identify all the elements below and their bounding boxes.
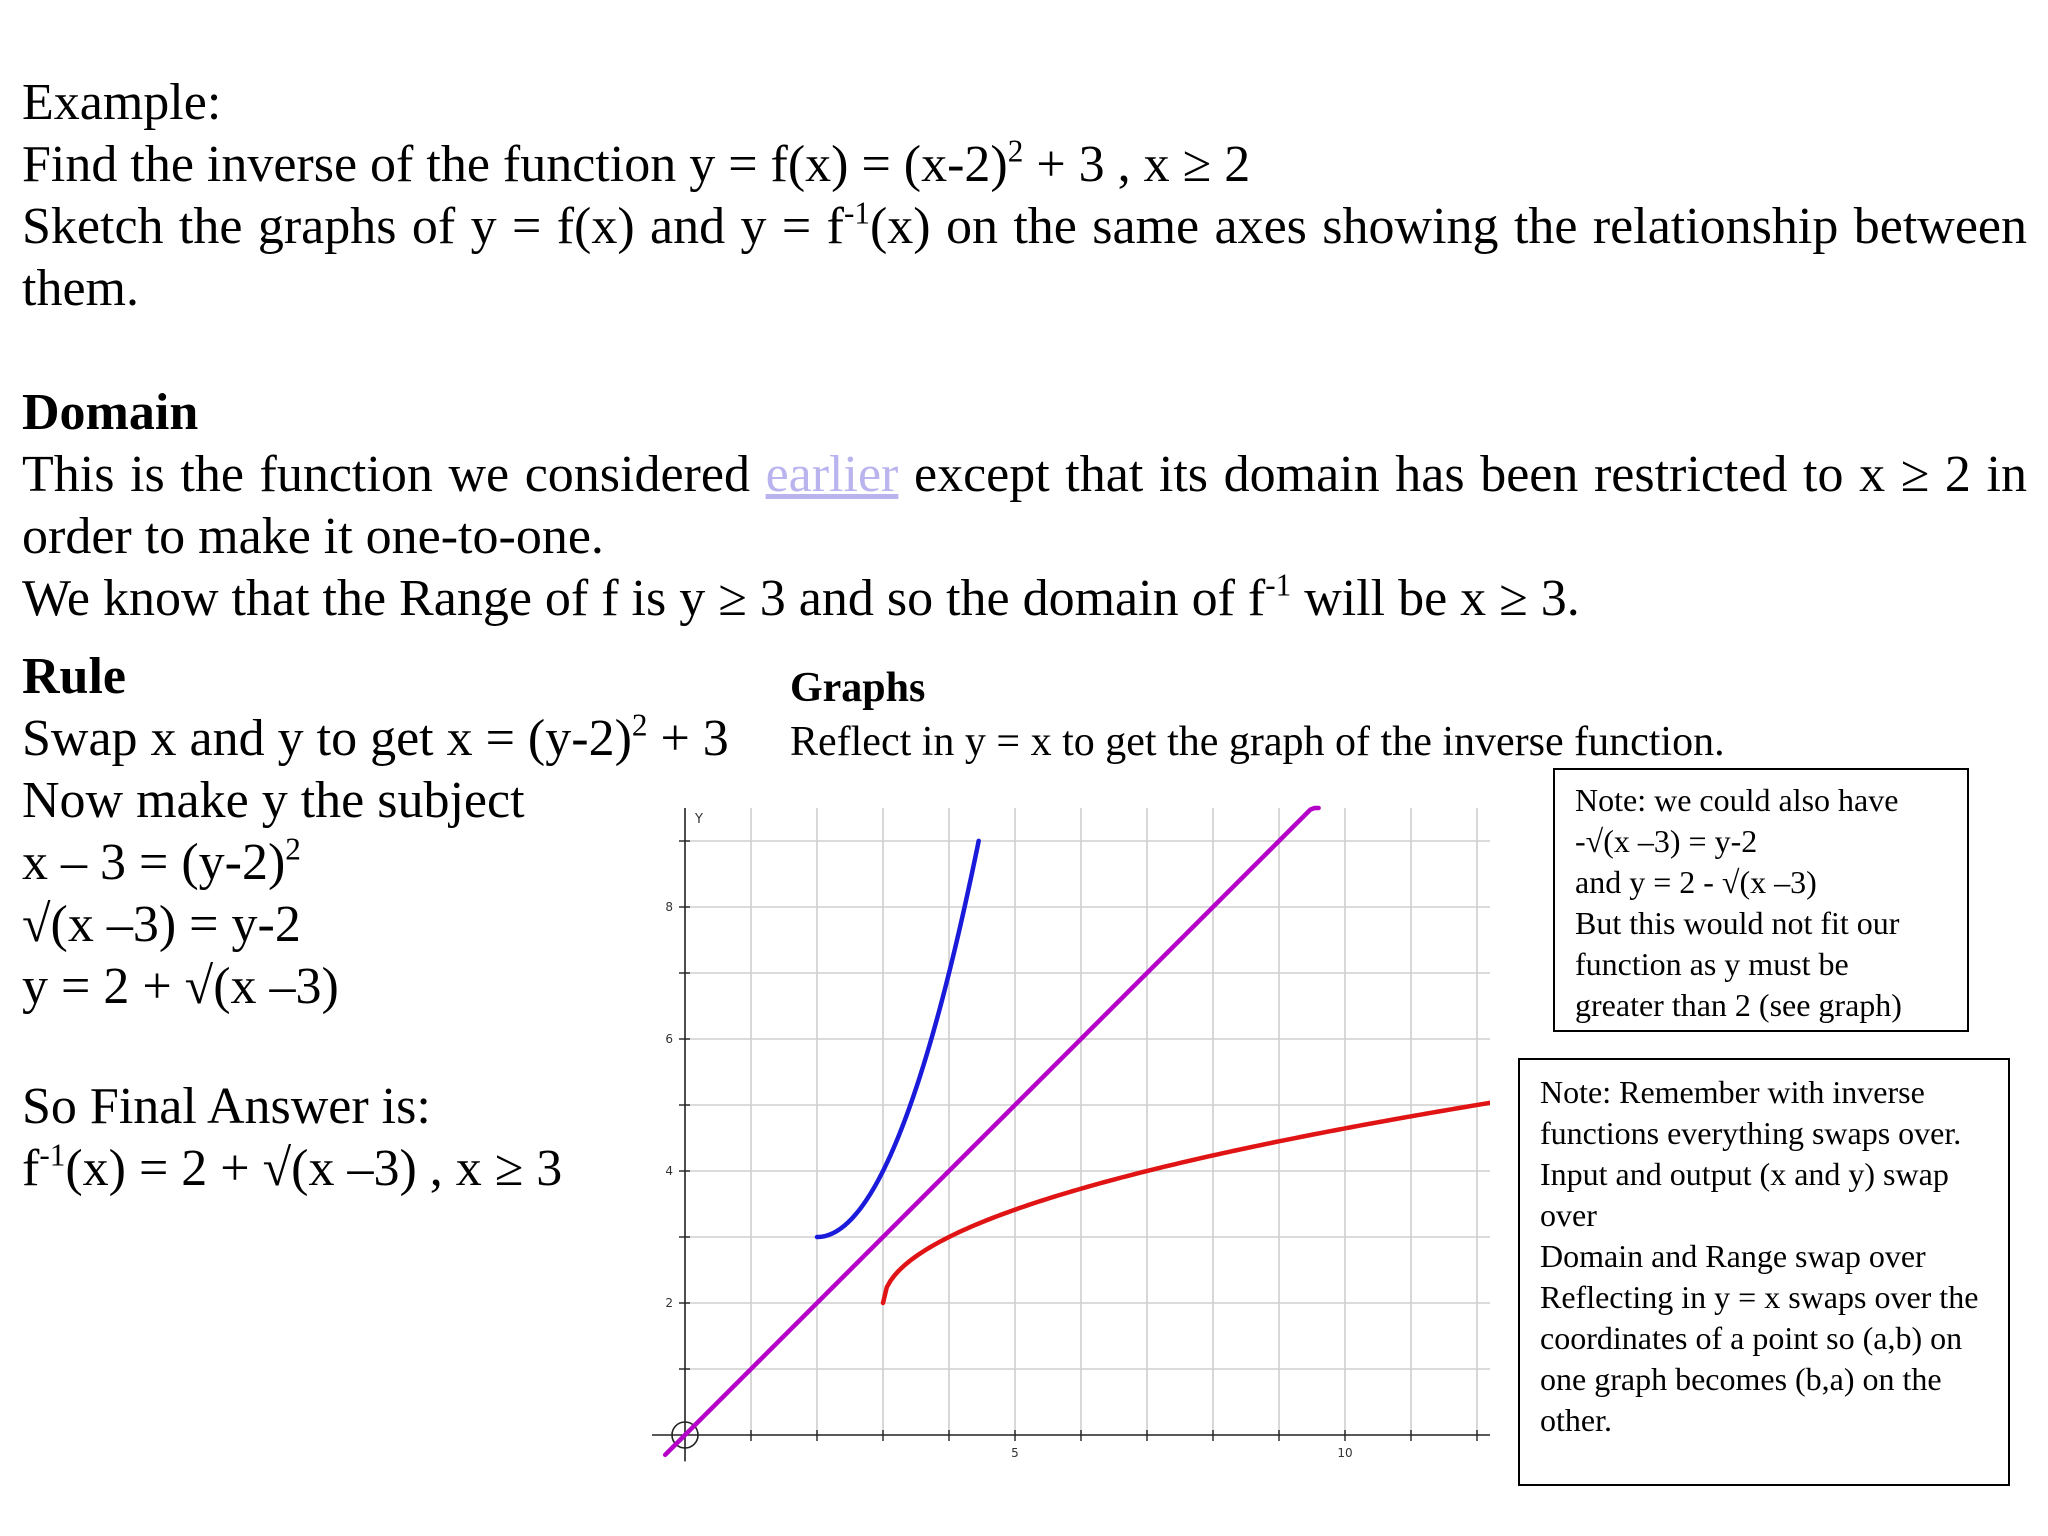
note2-line: one graph becomes (b,a) on the: [1540, 1361, 1942, 1397]
y-tick-label: 2: [665, 1296, 673, 1310]
note-inverse-swaps: [1518, 1058, 2010, 1486]
note1-line: Note: we could also have: [1575, 782, 1899, 818]
domain-paragraph-2: We know that the Range of f is y ≥ 3 and so the domain of $f^{-1}$ will be x ≥ 3.: [22, 567, 1580, 627]
example-question-line2: Sketch the graphs of y = f(x) and $y = f^{-1}(x)$ on the same axes showing the relationship between them.: [22, 195, 2027, 317]
note2-line: Domain and Range swap over: [1540, 1238, 1926, 1274]
x-tick-label: 10: [1337, 1446, 1353, 1460]
note1-line: But this would not fit our: [1575, 905, 1900, 941]
note2-line: Reflecting in y = x swaps over the: [1540, 1279, 1979, 1315]
final-answer: $f^{-1}(x) = 2 + √(x$ –3) , x ≥ 3: [22, 1137, 563, 1197]
earlier-link[interactable]: earlier: [765, 446, 899, 503]
domain-heading: Domain: [22, 384, 199, 441]
final-answer-heading: So Final Answer is:: [22, 1078, 431, 1135]
x-tick-label: 5: [1011, 1446, 1019, 1460]
grid-lines: [685, 808, 1490, 1435]
y-tick-label: 8: [665, 900, 673, 914]
note2-line: other.: [1540, 1402, 1612, 1438]
rule-line-1: Swap x and y to get $x = (y-2)^2 + 3$: [22, 707, 729, 767]
example-question-line1: Find the inverse of the function $y = f(x) = (x-2)^2 + 3$ , x ≥ 2: [22, 133, 1251, 193]
inverse-curve: [883, 1103, 1490, 1303]
example-heading: Example:: [22, 74, 222, 131]
curves: [665, 808, 1490, 1455]
graphs-subtitle: Reflect in y = x to get the graph of the inverse function.: [790, 719, 1725, 765]
graphs-heading: Graphs: [790, 665, 926, 711]
note-alternative-solution: [1553, 768, 1969, 1032]
note1-line: greater than 2 (see graph): [1575, 987, 1902, 1023]
rule-line-2: Now make y the subject: [22, 772, 525, 829]
note1-line: function as y must be: [1575, 946, 1849, 982]
note2-line: Input and output (x and y) swap: [1540, 1156, 1949, 1192]
rule-line-5: y = 2 + √(x –3): [22, 958, 339, 1015]
axes: [652, 808, 1490, 1461]
note2-line: Note: Remember with inverse: [1540, 1074, 1925, 1110]
domain-paragraph-1: This is the function we considered earlier except that its domain has been restricted to x ≥ 2 in order to make it one-to-one.: [22, 446, 2027, 565]
note1-line: -√(x –3) = y-2: [1575, 823, 1758, 859]
note2-line: over: [1540, 1197, 1597, 1233]
function-graph: [640, 800, 1490, 1470]
y-tick-label: 6: [665, 1032, 673, 1046]
note1-line: and y = 2 - √(x –3): [1575, 864, 1817, 900]
identity-line: [665, 808, 1318, 1455]
note2-line: functions everything swaps over.: [1540, 1115, 1962, 1151]
note2-line: coordinates of a point so (a,b) on: [1540, 1320, 1963, 1356]
tick-labels: [665, 812, 1352, 1460]
y-tick-label: 4: [665, 1164, 673, 1178]
rule-heading: Rule: [22, 648, 126, 705]
y-axis-label: Y: [695, 812, 703, 827]
rule-line-3: $x - 3 = (y-2)^2$: [22, 831, 301, 891]
rule-line-4: √(x –3) = y-2: [22, 896, 301, 953]
